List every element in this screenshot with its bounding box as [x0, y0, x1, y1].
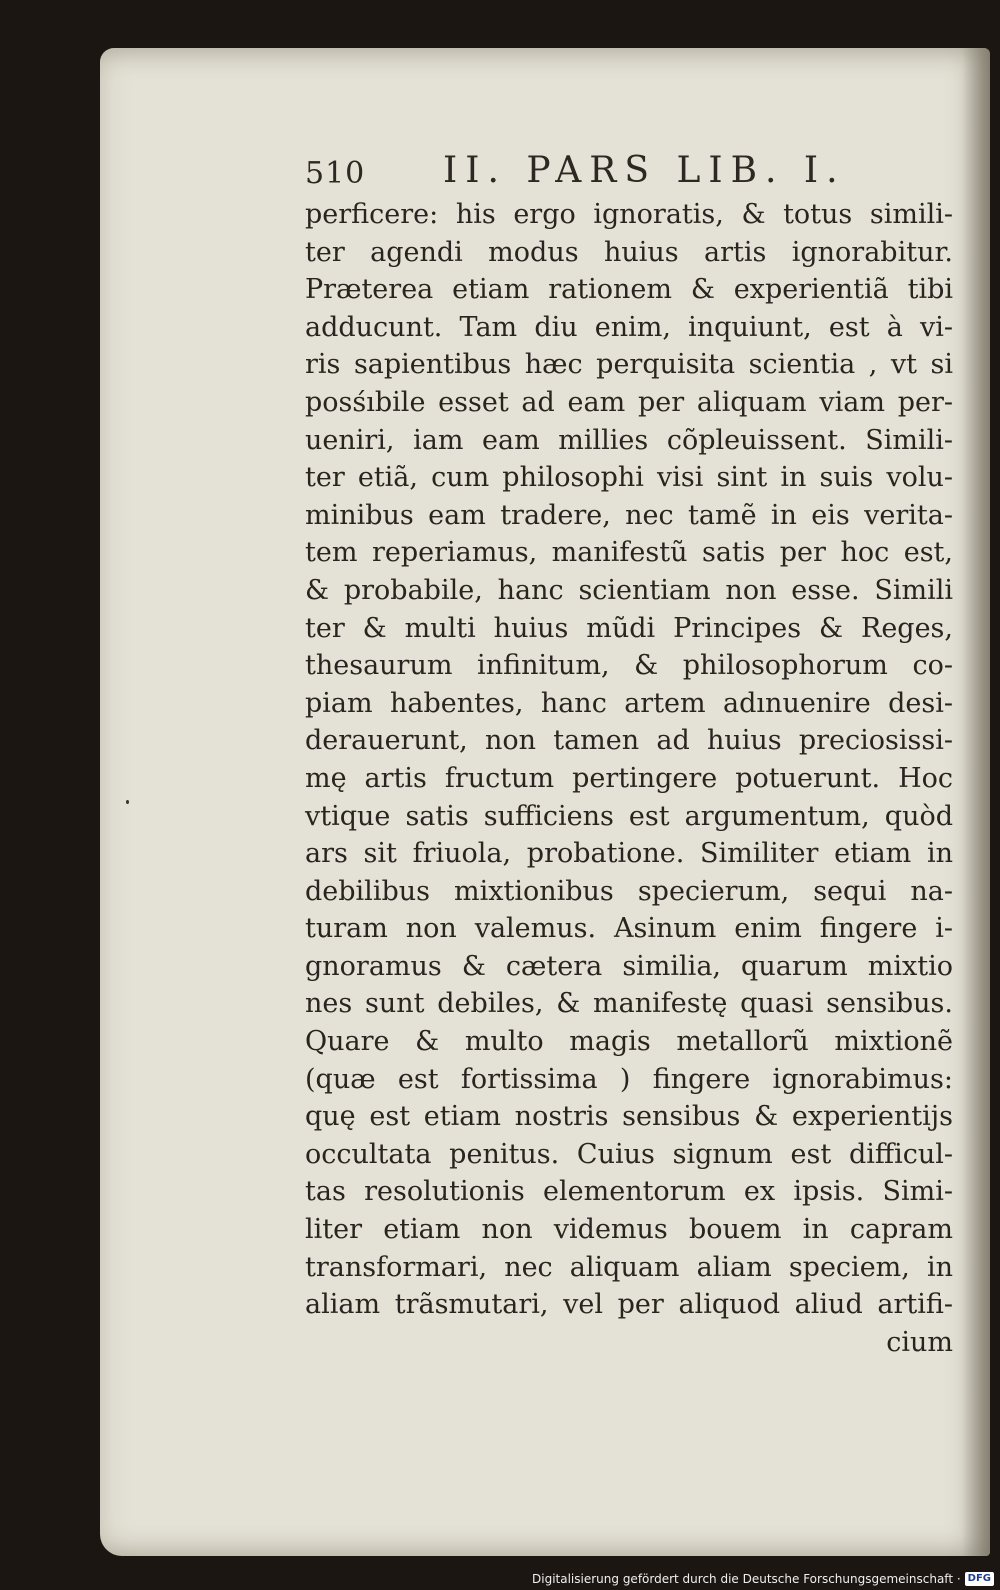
page-header [305, 150, 865, 196]
text-line: Præterea etiam rationem & experientiã tibi [305, 274, 953, 306]
text-line: debilibus mixtionibus specierum, sequi na- [305, 875, 953, 907]
text-line: ter agendi modus huius artis ignorabitur. [305, 236, 953, 268]
text-line: turam non valemus. Asinum enim fingere i- [305, 913, 953, 945]
text-line: transformari, nec aliquam aliam speciem, in [305, 1251, 953, 1283]
text-line: nes sunt debiles, & manifestę quasi sensibus. [305, 988, 953, 1020]
text-line: piam habentes, hanc artem adınuenire desi- [305, 687, 953, 719]
ink-speck [126, 800, 129, 804]
dfg-logo: DFG [965, 1572, 994, 1586]
text-line: vtique satis sufficiens est argumentum, quòd [305, 800, 953, 832]
text-line: (quæ est fortissima ) fingere ignorabimus: [305, 1063, 953, 1095]
text-line: posśıbile esset ad eam per aliquam viam per- [305, 386, 953, 418]
text-line: cium [886, 1326, 953, 1358]
text-line: liter etiam non videmus bouem in capram [305, 1214, 953, 1246]
text-line: & probabile, hanc scientiam non esse. Simili [305, 574, 953, 606]
text-line: ars sit friuola, probatione. Similiter etiam in [305, 838, 953, 870]
page-number: 510 [305, 156, 366, 191]
text-line: occultata penitus. Cuius signum est difficul- [305, 1138, 953, 1170]
body-text [305, 196, 953, 1361]
text-line: aliam trãsmutari, vel per aliquod aliud artifi- [305, 1289, 953, 1321]
digitization-credit [532, 1570, 994, 1588]
text-line: minibus eam tradere, nec tamẽ in eis verita- [305, 499, 953, 531]
text-line: derauerunt, non tamen ad huius preciosissi- [305, 725, 953, 757]
text-line: gnoramus & cætera similia, quarum mixtio [305, 950, 953, 982]
credit-text: Digitalisierung gefördert durch die Deutsche Forschungsgemeinschaft · [532, 1572, 961, 1586]
text-line: mę artis fructum pertingere potuerunt. Hoc [305, 762, 953, 794]
text-line: ter etiã, cum philosophi visi sint in suis volu- [305, 462, 953, 494]
text-line: Quare & multo magis metallorũ mixtionẽ [305, 1026, 953, 1058]
text-line: tem reperiamus, manifestũ satis per hoc est, [305, 537, 953, 569]
text-line: adducunt. Tam diu enim, inquiunt, est à vi- [305, 311, 953, 343]
text-line: perficere: his ergo ignoratis, & totus simili- [305, 199, 953, 230]
text-line: thesaurum infinitum, & philosophorum co- [305, 650, 953, 682]
text-line: ris sapientibus hæc perquisita scientia , vt si [305, 349, 953, 381]
text-line: quę est etiam nostris sensibus & experientijs [305, 1101, 953, 1133]
page-edge-shadow [962, 48, 990, 1556]
running-head: II. PARS LIB. I. [443, 150, 846, 191]
text-line: tas resolutionis elementorum ex ipsis. Simi- [305, 1176, 953, 1208]
text-line: ter & multi huius mũdi Principes & Reges, [305, 612, 953, 644]
text-line: ueniri, iam eam millies cõpleuissent. Simili- [305, 424, 953, 456]
